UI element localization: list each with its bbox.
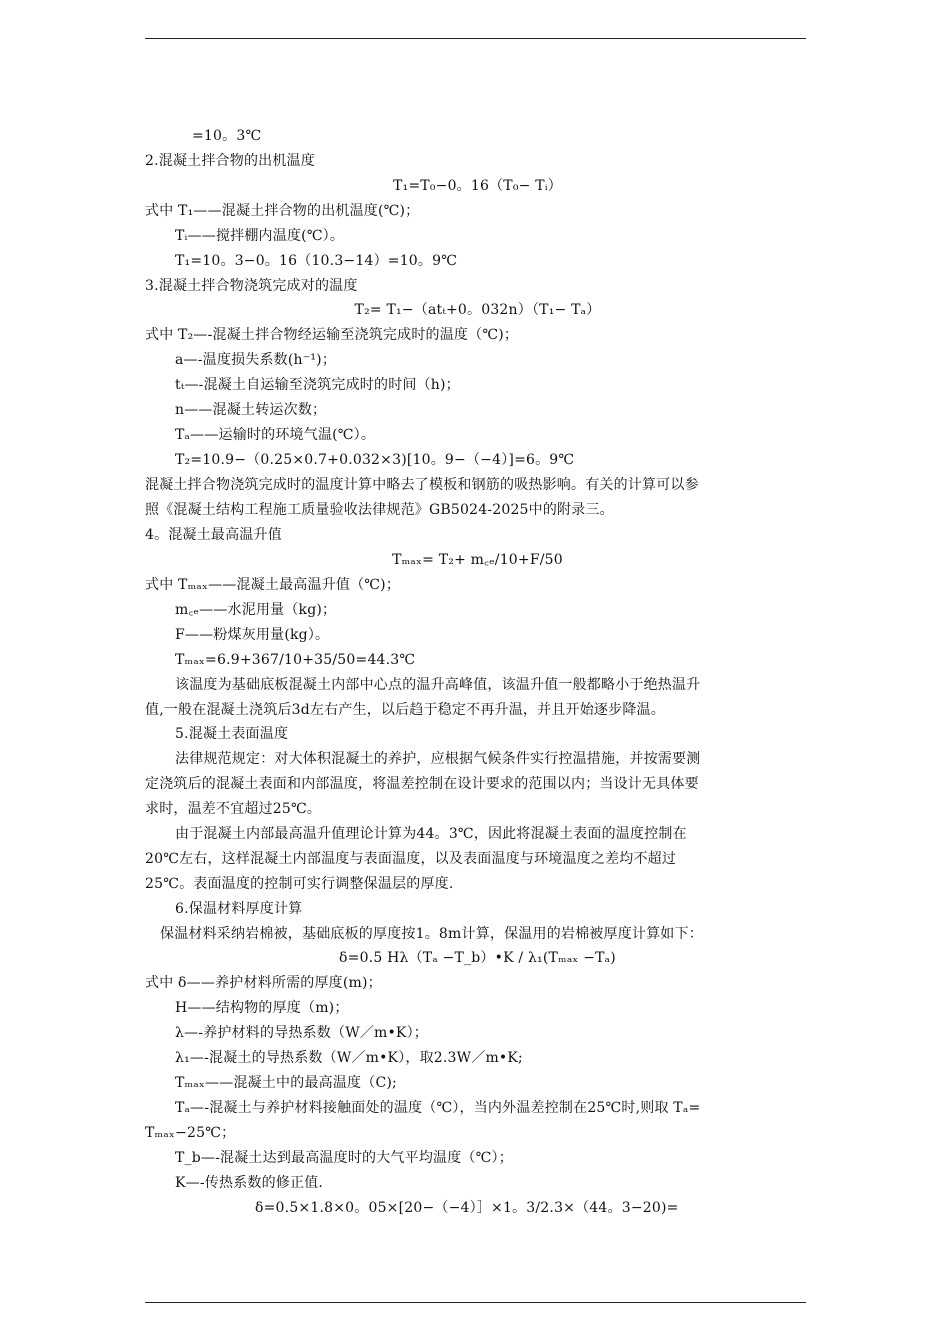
text-line: F——粉煤灰用量(kg）。 [175, 627, 330, 643]
text-line: 式中 T₂—-混凝土拌合物经运输至浇筑完成时的温度（℃)； [145, 327, 519, 343]
header-rule [145, 38, 806, 39]
section-heading: 5.混凝土表面温度 [175, 726, 289, 742]
text-line: 法律规范规定：对大体积混凝土的养护，应根据气候条件实行控温措施，并按需要测 [175, 751, 701, 767]
text-line: 由于混凝土内部最高温升值理论计算为44。3℃，因此将混凝土表面的温度控制在 [175, 826, 687, 842]
text-line: m꜀ₑ——水泥用量（kg)； [175, 602, 337, 618]
text-line: 式中 δ——养护材料所需的厚度(m)； [145, 975, 382, 991]
formula: T₁=T₀−0。16（T₀− Tᵢ） [393, 178, 562, 194]
text-line: λ—-养护材料的导热系数（W／m•K）； [175, 1025, 428, 1041]
text-line: Tₘₐₓ=6.9+367/10+35/50=44.3℃ [175, 652, 416, 668]
section-heading: 6.保温材料厚度计算 [175, 901, 303, 917]
text-line: Tₐ—-混凝土与养护材料接触面处的温度（℃），当内外温差控制在25℃时,则取 Tₐ= [175, 1100, 701, 1116]
text-line: K—-传热系数的修正值. [175, 1175, 324, 1191]
formula: δ=0.5 Hλ（Tₐ −T_b）•K / λ₁(Tₘₐₓ −Tₐ) [339, 950, 616, 966]
text-line: 混凝土拌合物浇筑完成时的温度计算中略去了模板和钢筋的吸热影响。有关的计算可以参 [145, 477, 699, 493]
text-line: Tₐ——运输时的环境气温(℃）。 [175, 427, 376, 443]
text-line: 式中 T₁——混凝土拌合物的出机温度(℃)； [145, 203, 420, 219]
formula: δ=0.5×1.8×0。05×[20−（−4）］×1。3/2.3×（44。3−20)= [255, 1200, 679, 1216]
footer-rule [145, 1302, 806, 1303]
text-line: Tₘₐₓ−25℃； [145, 1125, 236, 1141]
text-line: 式中 Tₘₐₓ——混凝土最高温升值（℃)； [145, 577, 401, 593]
text-line: 定浇筑后的混凝土表面和内部温度，将温差控制在设计要求的范围以内；当设计无具体要 [145, 776, 699, 792]
text-line: H——结构物的厚度（m)； [175, 1000, 349, 1016]
text-line: T₁=10。3−0。16（10.3−14）=10。9℃ [175, 253, 458, 269]
text-line: a—-温度损失系数(h⁻¹)； [175, 352, 337, 368]
text-line: 20℃左右，这样混凝土内部温度与表面温度，以及表面温度与环境温度之差均不超过 [145, 851, 677, 867]
section-heading: 3.混凝土拌合物浇筑完成对的温度 [145, 278, 358, 294]
text-line: 25℃。表面温度的控制可实行调整保温层的厚度. [145, 876, 454, 892]
text-line: 照《混凝土结构工程施工质量验收法律规范》GB5024-2025中的附录三。 [145, 502, 614, 518]
formula: T₂= T₁−（atₜ+0。032n）（T₁− Tₐ） [354, 302, 601, 318]
text-line: 该温度为基础底板混凝土内部中心点的温升高峰值，该温升值一般都略小于绝热温升 [175, 677, 701, 693]
text-line: Tₘₐₓ——混凝土中的最高温度（C); [175, 1075, 397, 1091]
text-line: λ₁—-混凝土的导热系数（W／m•K），取2.3W／m•K; [175, 1050, 523, 1066]
text-line: T_b—-混凝土达到最高温度时的大气平均温度（℃）； [175, 1150, 513, 1166]
text-line: 求时，温差不宜超过25℃。 [145, 801, 322, 817]
text-line: =10。3℃ [192, 128, 262, 144]
text-line: n——混凝土转运次数； [175, 402, 327, 418]
section-heading: 4。混凝土最高温升值 [145, 527, 282, 543]
text-line: 保温材料采纳岩棉被，基础底板的厚度按1。8m计算，保温用的岩棉被厚度计算如下： [160, 926, 703, 942]
text-line: 值,一般在混凝土浇筑后3d左右产生，以后趋于稳定不再升温，并且开始逐步降温。 [145, 702, 665, 718]
text-line: T₂=10.9−（0.25×0.7+0.032×3)[10。9−（−4）]=6。9℃ [175, 452, 575, 468]
section-heading: 2.混凝土拌合物的出机温度 [145, 153, 315, 169]
formula: Tₘₐₓ= T₂+ m꜀ₑ/10+F/50 [392, 552, 563, 568]
text-line: Tᵢ——搅拌棚内温度(℃）。 [175, 228, 345, 244]
text-line: tₜ—-混凝土自运输至浇筑完成时的时间（h)； [175, 377, 460, 393]
